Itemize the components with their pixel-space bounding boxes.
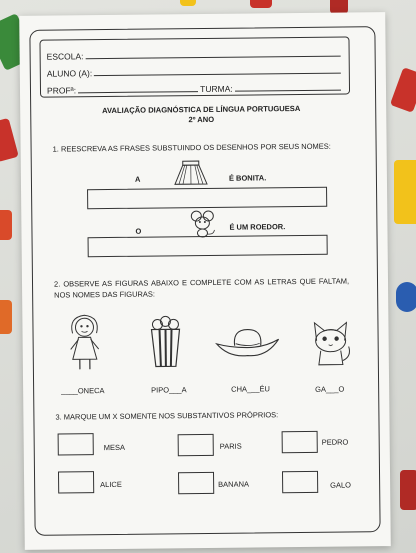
answer-box-2[interactable]	[88, 235, 328, 258]
page-title: AVALIAÇÃO DIAGNÓSTICA DE LÍNGUA PORTUGUESA	[102, 103, 301, 116]
option-galo: GALO	[330, 480, 352, 490]
checkbox-galo[interactable]	[282, 471, 318, 493]
toy-letter-right-red-low	[400, 470, 416, 510]
doll-icon	[66, 311, 103, 373]
page-subtitle: 2º ANO	[188, 114, 215, 125]
class-label: TURMA:	[200, 83, 233, 95]
sentence-2-end: É UM ROEDOR.	[229, 222, 286, 232]
mouse-icon	[187, 210, 217, 238]
option-paris: PARIS	[219, 441, 242, 451]
checkbox-alice[interactable]	[58, 471, 94, 493]
word-popcorn-blank: PIPO___A	[151, 385, 187, 395]
student-label: ALUNO (A):	[46, 68, 93, 79]
skirt-icon	[173, 160, 209, 186]
option-pedro: PEDRO	[321, 437, 349, 447]
sentence-1-end: É BONITA.	[228, 173, 267, 183]
checkbox-pedro[interactable]	[282, 431, 318, 453]
toy-letter-top-red	[250, 0, 272, 8]
popcorn-icon	[148, 314, 183, 368]
word-hat-blank: CHA___ÉU	[231, 384, 270, 394]
checkbox-mesa[interactable]	[58, 433, 94, 455]
sentence-1-start: A	[134, 174, 141, 184]
hat-icon	[214, 325, 280, 362]
question-3-text: 3. MARQUE UM X SOMENTE NOS SUBSTANTIVOS PRÓPRIOS:	[55, 410, 279, 422]
class-input-line[interactable]	[235, 90, 341, 92]
school-label: ESCOLA:	[46, 51, 84, 62]
option-alice: ALICE	[100, 479, 122, 490]
student-header-box	[39, 36, 350, 97]
sentence-2-start: O	[135, 226, 142, 236]
toy-letter-top-yellow	[180, 0, 196, 6]
cat-icon	[308, 318, 353, 366]
word-cat-blank: GA___O	[315, 384, 345, 394]
teacher-class-line	[47, 76, 343, 96]
option-mesa: MESA	[103, 442, 126, 453]
toy-letter-right-yellow	[394, 160, 416, 224]
toy-letter-orange	[0, 300, 12, 334]
toy-letter-right-blue	[396, 282, 416, 312]
word-doll-blank: ____ONECA	[61, 386, 105, 396]
teacher-input-line[interactable]	[78, 91, 198, 93]
option-banana: BANANA	[218, 479, 250, 489]
toy-letter-red-small	[0, 210, 12, 240]
checkbox-banana[interactable]	[178, 472, 214, 494]
question-2-text: 2. OBSERVE AS FIGURAS ABAIXO E COMPLETE COM AS LETRAS QUE FALTAM, NOS NOMES DAS FIGURAS:	[53, 276, 350, 300]
checkbox-paris[interactable]	[178, 434, 214, 456]
teacher-label: PROFª:	[46, 85, 77, 96]
answer-box-1[interactable]	[87, 187, 327, 210]
question-1-text: 1. REESCREVA AS FRASES SUBSTUINDO OS DESENHOS POR SEUS NOMES:	[52, 141, 331, 154]
worksheet-paper	[19, 12, 391, 550]
